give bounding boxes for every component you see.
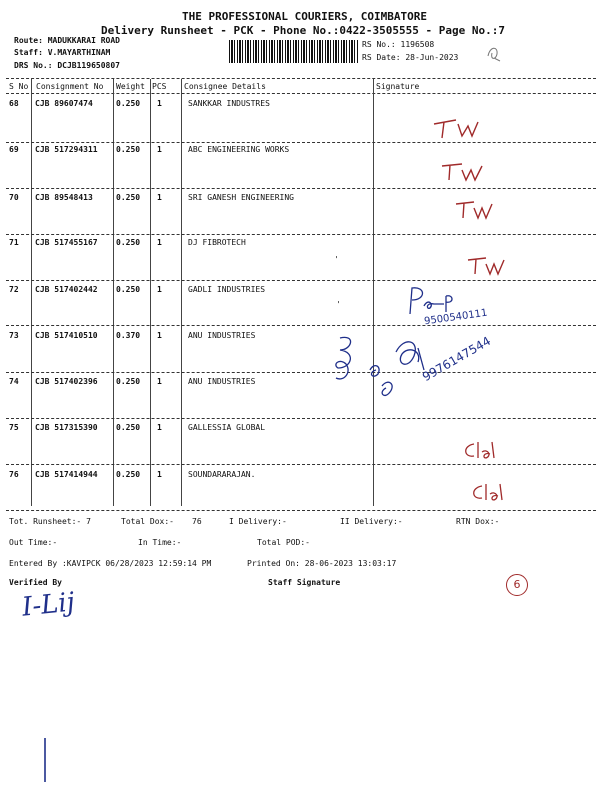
out-time: Out Time:- [9,538,58,547]
row-divider [6,142,596,143]
small-seal-mark [484,42,504,64]
handwritten-signature [466,254,508,278]
row-sno: 69 [9,145,19,154]
row-consignee: ANU INDUSTRIES [188,377,256,386]
stray-mark: ' [336,300,341,309]
circled-page-mark: 6 [506,574,528,596]
handwritten-phone: 9976147544 [420,333,494,385]
handwritten-phone: 9500540111 [423,307,489,328]
barcode [229,40,358,63]
ii-delivery: II Delivery:- [340,517,403,526]
row-consignment: CJB 89607474 [35,99,93,108]
column-line [373,79,374,506]
row-consignee: DJ FIBROTECH [188,238,246,247]
company-title: THE PROFESSIONAL COURIERS, COIMBATORE [182,10,428,23]
total-pod: Total POD:- [257,538,310,547]
pen-stroke [44,738,46,782]
handwritten-signature [430,112,490,142]
row-consignment: CJB 517315390 [35,423,98,432]
column-line [31,79,32,506]
row-divider [6,510,596,511]
total-dox-label: Total Dox:- [121,517,174,526]
row-sno: 74 [9,377,19,386]
divider [6,78,596,79]
column-header-signature: Signature [376,82,420,91]
row-weight: 0.250 [116,285,141,294]
row-divider [6,372,596,373]
column-header-weight: Weight [116,82,145,91]
row-weight: 0.250 [116,377,141,386]
row-consignee: ANU INDUSTRIES [188,331,256,340]
row-weight: 0.250 [116,470,141,479]
row-divider [6,418,596,419]
route-label: Route: MADUKKARAI ROAD [14,36,120,45]
i-delivery: I Delivery:- [229,517,287,526]
column-header-consignee: Consignee Details [184,82,266,91]
rtn-dox: RTN Dox:- [456,517,500,526]
row-consignment: CJB 517402396 [35,377,98,386]
row-pcs: 1 [157,238,162,247]
row-sno: 68 [9,99,19,108]
row-weight: 0.250 [116,238,141,247]
row-weight: 0.250 [116,99,141,108]
column-line [181,79,182,506]
row-sno: 76 [9,470,19,479]
column-header-consignment: Consignment No [36,82,104,91]
row-consignment: CJB 517414944 [35,470,98,479]
row-consignee: SRI GANESH ENGINEERING [188,193,294,202]
row-weight: 0.250 [116,423,141,432]
divider [6,93,596,94]
drs-number: DRS No.: DCJB119650807 [14,61,120,70]
row-consignee: SANKKAR INDUSTRES [188,99,270,108]
row-sno: 71 [9,238,19,247]
entered-by: Entered By :KAVIPCK 06/28/2023 12:59:14 PM [9,559,212,568]
handwritten-signature [460,440,500,462]
column-header-sno: S No [9,82,29,91]
row-divider [6,234,596,235]
row-pcs: 1 [157,377,162,386]
row-weight: 0.370 [116,331,141,340]
staff-label: Staff: V.MAYARTHINAM [14,48,111,57]
row-consignee: GADLI INDUSTRIES [188,285,266,294]
row-sno: 73 [9,331,19,340]
row-consignment: CJB 517294311 [35,145,98,154]
row-consignee: SOUNDARARAJAN. [188,470,256,479]
row-divider [6,188,596,189]
rs-number: RS No.: 1196508 [362,40,435,49]
stray-mark: ' [334,255,339,264]
runsheet-title: Delivery Runsheet - PCK - Phone No.:0422-3505555 - Page No.:7 [101,24,505,37]
verified-by: Verified By [9,578,62,587]
row-consignment: CJB 517455167 [35,238,98,247]
staff-signature-label: Staff Signature [268,578,341,587]
handwritten-signature [468,482,508,504]
handwritten-signature [454,198,498,222]
total-dox-value: 76 [192,517,202,526]
row-pcs: 1 [157,470,162,479]
row-consignment: CJB 517402442 [35,285,98,294]
total-runsheet: Tot. Runsheet:- 7 [9,517,91,526]
row-weight: 0.250 [116,193,141,202]
column-line [150,79,151,506]
rs-date: RS Date: 28-Jun-2023 [362,53,459,62]
row-pcs: 1 [157,145,162,154]
row-divider [6,280,596,281]
row-consignee: GALLESSIA GLOBAL [188,423,266,432]
row-consignment: CJB 89548413 [35,193,93,202]
row-pcs: 1 [157,331,162,340]
row-pcs: 1 [157,99,162,108]
verifier-signature: I-Lij [20,587,77,623]
row-sno: 70 [9,193,19,202]
row-consignee: ABC ENGINEERING WORKS [188,145,290,154]
row-pcs: 1 [157,423,162,432]
row-pcs: 1 [157,285,162,294]
row-divider [6,464,596,465]
row-sno: 72 [9,285,19,294]
row-weight: 0.250 [116,145,141,154]
row-sno: 75 [9,423,19,432]
column-header-pcs: PCS [152,82,167,91]
row-pcs: 1 [157,193,162,202]
printed-on: Printed On: 28-06-2023 13:03:17 [247,559,397,568]
in-time: In Time:- [138,538,182,547]
row-consignment: CJB 517410510 [35,331,98,340]
handwritten-signature [440,158,490,184]
column-line [113,79,114,506]
